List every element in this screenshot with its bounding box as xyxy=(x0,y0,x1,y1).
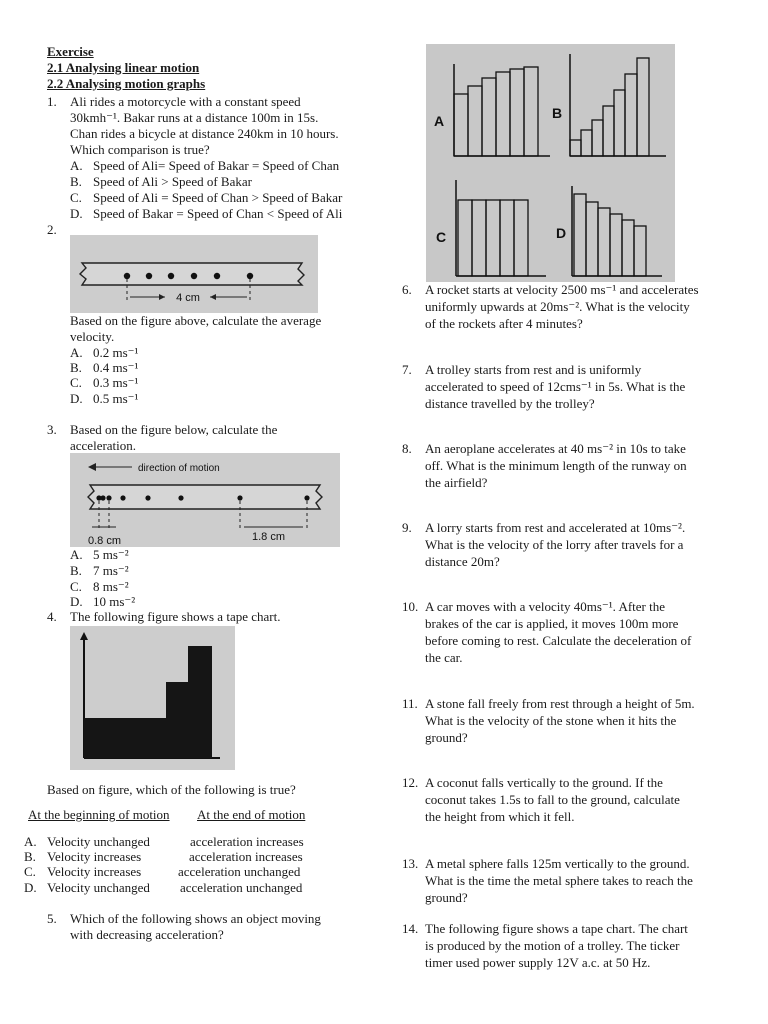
question-text: before coming to rest. Calculate the deceleration of xyxy=(425,633,692,648)
question-text: brakes of the car is applied, it moves 100m more xyxy=(425,616,679,631)
question-text: A metal sphere falls 125m vertically to the ground. xyxy=(425,856,690,871)
option-end: acceleration unchanged xyxy=(180,880,303,895)
option-text: 0.5 ms⁻¹ xyxy=(93,391,139,406)
question-number: 8. xyxy=(402,441,412,456)
option-begin: Velocity unchanged xyxy=(47,880,150,895)
question-text: with decreasing acceleration? xyxy=(70,927,224,942)
option-letter: D. xyxy=(70,391,83,406)
question-text: A rocket starts at velocity 2500 ms⁻¹ and accelerates xyxy=(425,282,699,297)
option-letter: B. xyxy=(24,849,36,864)
option-letter: D. xyxy=(70,206,83,221)
question-text: An aeroplane accelerates at 40 ms⁻² in 10s to take xyxy=(425,441,686,456)
question-number: 10. xyxy=(402,599,419,614)
chart-label-b: B xyxy=(552,105,563,121)
option-letter: C. xyxy=(70,579,82,594)
chart-label-a: A xyxy=(434,113,445,129)
option-end: acceleration increases xyxy=(190,834,304,849)
option-letter: B. xyxy=(70,563,82,578)
option-end: acceleration increases xyxy=(189,849,303,864)
spacing-label-end: 1.8 cm xyxy=(252,531,286,543)
option-text: 8 ms⁻² xyxy=(93,579,129,594)
option-text: 7 ms⁻² xyxy=(93,563,129,578)
question-text: A stone fall freely from rest through a height of 5m. xyxy=(425,696,695,711)
column-header-beginning: At the beginning of motion xyxy=(28,807,170,822)
tape-charts-figure-q5 xyxy=(426,44,675,282)
option-letter: C. xyxy=(70,190,82,205)
question-number: 12. xyxy=(402,775,419,790)
question-number: 11. xyxy=(402,696,418,711)
option-letter: B. xyxy=(70,360,82,375)
question-text: Which comparison is true? xyxy=(70,142,210,157)
spacing-label-start: 0.8 cm xyxy=(88,535,122,547)
question-number: 7. xyxy=(402,362,412,377)
question-number: 1. xyxy=(47,94,57,109)
question-text: velocity. xyxy=(70,329,115,344)
question-number: 9. xyxy=(402,520,412,535)
option-letter: C. xyxy=(70,375,82,390)
question-text: accelerated to speed of 12cms⁻¹ in 5s. What is the xyxy=(425,379,686,394)
question-text: Chan rides a bicycle at distance 240km in 10 hours. xyxy=(70,126,339,141)
option-begin: Velocity increases xyxy=(47,849,142,864)
question-text: Based on the figure above, calculate the average xyxy=(70,313,322,328)
question-4-prompt: Based on figure, which of the following is true? xyxy=(47,782,296,797)
question-number: 2. xyxy=(47,222,57,237)
tape-length-label: 4 cm xyxy=(176,292,200,304)
option-text: Speed of Bakar = Speed of Chan < Speed of Ali xyxy=(93,206,343,221)
topic-linear-motion: 2.1 Analysing linear motion xyxy=(47,60,200,75)
question-text: distance travelled by the trolley? xyxy=(425,396,595,411)
tape-chart-figure-q4 xyxy=(70,626,235,770)
column-header-end: At the end of motion xyxy=(197,807,306,822)
question-number: 4. xyxy=(47,609,57,624)
option-text: 5 ms⁻² xyxy=(93,547,129,562)
question-number: 6. xyxy=(402,282,412,297)
topic-motion-graphs: 2.2 Analysing motion graphs xyxy=(47,76,206,91)
question-number: 13. xyxy=(402,856,419,871)
option-end: acceleration unchanged xyxy=(178,864,301,879)
question-text: coconut takes 1.5s to fall to the ground, calculate xyxy=(425,792,680,807)
option-text: 0.3 ms⁻¹ xyxy=(93,375,139,390)
question-text: timer used power supply 12V a.c. at 50 Hz. xyxy=(425,955,651,970)
question-text: Ali rides a motorcycle with a constant speed xyxy=(70,94,301,109)
question-text: the height from which it fell. xyxy=(425,809,575,824)
direction-of-motion-label: direction of motion xyxy=(138,463,220,474)
option-begin: Velocity unchanged xyxy=(47,834,150,849)
exercise-heading: Exercise xyxy=(47,44,94,59)
question-text: Based on the figure below, calculate the xyxy=(70,422,278,437)
question-text: What is the velocity of the stone when it hits the xyxy=(425,713,677,728)
question-text: 30kmh⁻¹. Bakar runs at a distance 100m in 15s. xyxy=(70,110,319,125)
question-text: the airfield? xyxy=(425,475,488,490)
question-number: 14. xyxy=(402,921,419,936)
option-letter: A. xyxy=(70,547,83,562)
question-text: What is the time the metal sphere takes to reach the xyxy=(425,873,693,888)
option-letter: C. xyxy=(24,864,36,879)
question-text: is produced by the motion of a trolley. The ticker xyxy=(425,938,680,953)
ticker-tape-figure-q3 xyxy=(70,453,340,547)
question-number: 3. xyxy=(47,422,57,437)
question-text: the car. xyxy=(425,650,463,665)
question-text: uniformly upwards at 20ms⁻². What is the velocity xyxy=(425,299,690,314)
option-letter: D. xyxy=(70,594,83,609)
question-text: of the rockets after 4 minutes? xyxy=(425,316,583,331)
chart-label-d: D xyxy=(556,225,567,241)
question-text: acceleration. xyxy=(70,438,137,453)
option-text: Speed of Ali= Speed of Bakar = Speed of Chan xyxy=(93,158,340,173)
option-text: 10 ms⁻² xyxy=(93,594,136,609)
question-text: ground? xyxy=(425,890,468,905)
option-letter: B. xyxy=(70,174,82,189)
question-text: A coconut falls vertically to the ground. If the xyxy=(425,775,663,790)
question-text: Which of the following shows an object moving xyxy=(70,911,321,926)
option-letter: D. xyxy=(24,880,37,895)
question-text: What is the velocity of the lorry after travels for a xyxy=(425,537,684,552)
question-text: distance 20m? xyxy=(425,554,500,569)
question-text: A trolley starts from rest and is uniformly xyxy=(425,362,642,377)
ticker-tape-figure-q2 xyxy=(70,235,318,313)
question-text: off. What is the minimum length of the runway on xyxy=(425,458,687,473)
question-text: A lorry starts from rest and accelerated at 10ms⁻². xyxy=(425,520,686,535)
option-letter: A. xyxy=(70,345,83,360)
question-text: The following figure shows a tape chart. xyxy=(70,609,281,624)
option-text: Speed of Ali > Speed of Bakar xyxy=(93,174,252,189)
chart-label-c: C xyxy=(436,229,447,245)
option-letter: A. xyxy=(24,834,37,849)
question-number: 5. xyxy=(47,911,57,926)
option-letter: A. xyxy=(70,158,83,173)
question-text: ground? xyxy=(425,730,468,745)
question-text: A car moves with a velocity 40ms⁻¹. After the xyxy=(425,599,666,614)
option-text: Speed of Ali = Speed of Chan > Speed of Bakar xyxy=(93,190,343,205)
option-text: 0.2 ms⁻¹ xyxy=(93,345,139,360)
question-text: The following figure shows a tape chart. The chart xyxy=(425,921,688,936)
option-text: 0.4 ms⁻¹ xyxy=(93,360,139,375)
option-begin: Velocity increases xyxy=(47,864,142,879)
